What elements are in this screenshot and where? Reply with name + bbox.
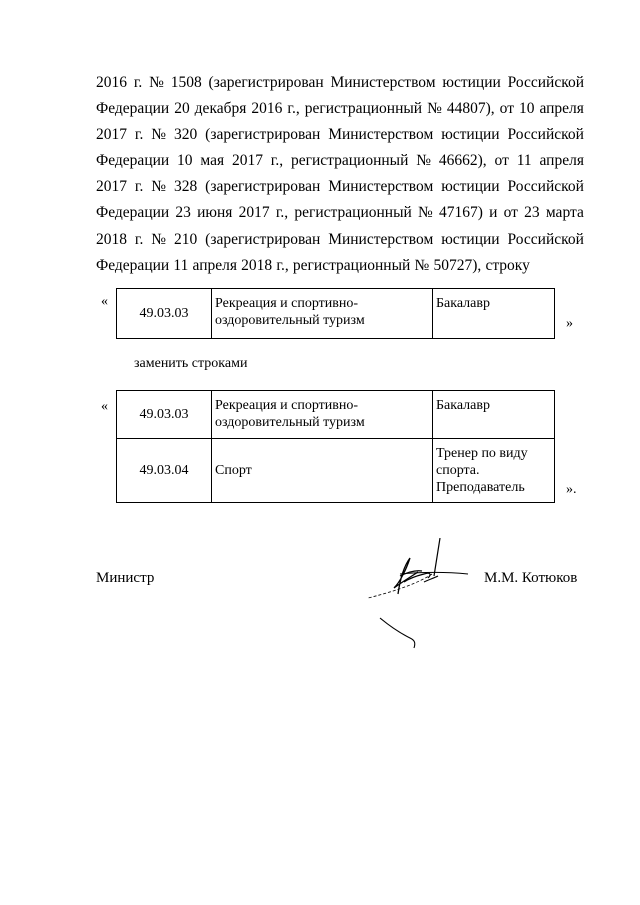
word: регистрационный (292, 256, 411, 274)
code-cell: 49.03.03 (117, 391, 212, 439)
word: регистрационный (304, 100, 423, 118)
word: 2017 (231, 152, 263, 170)
paragraph-line (96, 96, 584, 122)
word: 10 (518, 100, 535, 118)
word: № (151, 230, 167, 248)
table-row (117, 439, 555, 503)
word: мая (200, 152, 225, 170)
word: от (499, 100, 514, 118)
word: № (418, 204, 433, 222)
word: юстиции (441, 178, 500, 196)
word: 20 (174, 100, 190, 118)
code-cell: 49.03.03 (117, 289, 212, 339)
qualification-cell (433, 391, 555, 439)
word: и (489, 204, 498, 222)
word: 46662), (438, 152, 487, 170)
word: 2017 (96, 178, 127, 196)
close-quote-1: » (566, 316, 573, 331)
word: № (427, 100, 442, 118)
qualification-line: Преподаватель (436, 480, 525, 495)
word: юстиции (441, 230, 500, 248)
qualification-line: Тренер по виду (436, 446, 528, 461)
word: г., (287, 100, 300, 118)
word: № (151, 178, 167, 196)
word: юстиции (441, 126, 500, 144)
paragraph-line (96, 227, 584, 253)
word: 11 (516, 152, 532, 170)
word: 23 (175, 204, 191, 222)
paragraph-line (96, 174, 584, 200)
paragraph-line (96, 148, 584, 174)
name-line: оздоровительный туризм (215, 313, 365, 328)
word: № (416, 152, 432, 170)
body-paragraph (96, 70, 584, 279)
word: г., (275, 204, 289, 222)
word: декабря (194, 100, 247, 118)
word: 10 (177, 152, 193, 170)
word: 50727), (433, 256, 482, 274)
table-row (117, 391, 555, 439)
word: 2017 (238, 204, 270, 222)
table-original-row (116, 288, 555, 339)
word: Федерации (96, 256, 170, 274)
word: от (494, 152, 509, 170)
word: (зарегистрирован (205, 126, 321, 144)
word: 23 (524, 204, 540, 222)
word: 2017 (96, 126, 127, 144)
word: регистрационный (294, 204, 412, 222)
paragraph-line (96, 70, 584, 96)
word: Российской (507, 126, 584, 144)
word: 44807), (446, 100, 495, 118)
word: г. (134, 126, 144, 144)
word: г., (276, 256, 289, 274)
word: Российской (507, 178, 584, 196)
word: Федерации (96, 204, 170, 222)
word: Российской (507, 74, 584, 91)
word: строку (485, 256, 530, 274)
word: (зарегистрирован (205, 178, 321, 196)
word: юстиции (442, 74, 501, 91)
word: Министерством (328, 230, 434, 248)
word: апреля (539, 100, 584, 118)
handwritten-signature (340, 538, 480, 650)
name-cell (212, 391, 433, 439)
word: марта (545, 204, 584, 222)
name-cell (212, 439, 433, 503)
word: 47167) (439, 204, 483, 222)
word: г. (134, 178, 144, 196)
word: регистрационный (291, 152, 409, 170)
word: 11 (173, 256, 189, 274)
signer-title: Министр (96, 570, 155, 586)
word: № (149, 74, 164, 91)
word: Федерации (96, 100, 170, 118)
open-quote-1: « (101, 294, 108, 309)
qualification-cell: Бакалавр (433, 289, 555, 339)
qualification-line: спорта. (436, 463, 480, 478)
word: 320 (174, 126, 198, 144)
word: 328 (174, 178, 198, 196)
qualification-cell (433, 439, 555, 503)
paragraph-line (96, 253, 584, 279)
paragraph-line (96, 122, 584, 148)
open-quote-2: « (101, 399, 108, 414)
word: от (503, 204, 518, 222)
word: 1508 (170, 74, 202, 91)
word: 2016 (251, 100, 283, 118)
table-new-rows (116, 390, 555, 503)
paragraph-line (96, 200, 584, 226)
name-line: оздоровительный туризм (215, 415, 365, 430)
word: (зарегистрирован (208, 74, 324, 91)
name-cell (212, 289, 433, 339)
word: 2016 (96, 74, 127, 91)
word: 210 (174, 230, 198, 248)
word: апреля (192, 256, 237, 274)
word: Российской (507, 230, 584, 248)
word: 2018 (96, 230, 127, 248)
name-line: Рекреация и спортивно- (215, 398, 359, 413)
word: № (151, 126, 167, 144)
code-cell: 49.03.04 (117, 439, 212, 503)
name-line: Спорт (215, 463, 252, 478)
word: № (414, 256, 430, 274)
replace-text: заменить строками (134, 356, 248, 371)
word: г., (270, 152, 284, 170)
word: Федерации (96, 152, 170, 170)
word: апреля (539, 152, 584, 170)
table-row (117, 289, 555, 339)
word: 2018 (241, 256, 273, 274)
word: июня (197, 204, 233, 222)
signer-name: М.М. Котюков (484, 570, 578, 586)
word: (зарегистрирован (205, 230, 321, 248)
word: Министерством (328, 126, 434, 144)
word: Министерством (328, 178, 434, 196)
name-line: Рекреация и спортивно- (215, 296, 359, 311)
close-quote-2: ». (566, 482, 577, 497)
word: Министерством (330, 74, 436, 91)
word: г. (133, 74, 143, 91)
word: г. (134, 230, 144, 248)
qualification-line: Бакалавр (436, 398, 490, 413)
